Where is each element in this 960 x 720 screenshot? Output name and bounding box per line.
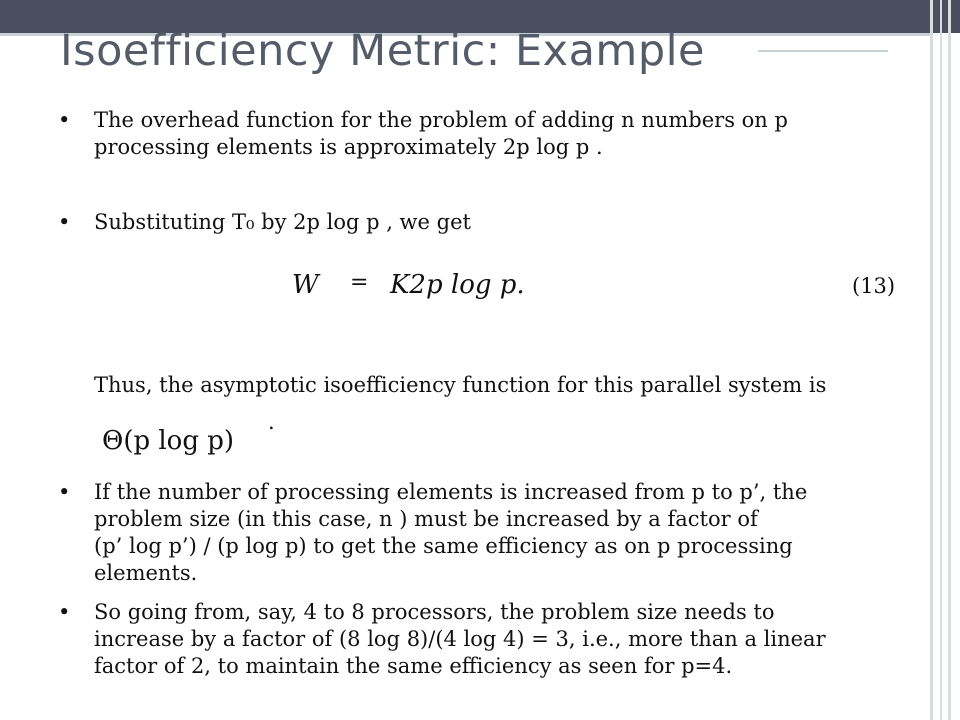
equation-number: (13) bbox=[852, 274, 896, 298]
bullet-1-line-2: processing elements is approximately 2p log p . bbox=[94, 135, 603, 159]
bullet-2-text: Substituting T₀ by 2p log p , we get bbox=[94, 210, 471, 234]
bullet-dot: • bbox=[58, 210, 71, 234]
equation-lhs: W bbox=[292, 270, 319, 300]
bullet-3-line-4: elements. bbox=[94, 561, 198, 585]
bullet-dot: • bbox=[58, 600, 71, 624]
bullet-dot: • bbox=[58, 480, 71, 504]
bullet-1-line-1: The overhead function for the problem of adding n numbers on p bbox=[94, 108, 788, 132]
bullet-4-line-2: increase by a factor of (8 log 8)/(4 log 4) = 3, i.e., more than a linear bbox=[94, 627, 826, 651]
thus-text: Thus, the asymptotic isoefficiency function for this parallel system is bbox=[94, 373, 827, 397]
bullet-3-line-3: (p’ log p’) / (p log p) to get the same efficiency as on p processing bbox=[94, 534, 793, 558]
bullet-dot: • bbox=[58, 108, 71, 132]
bullet-4-line-1: So going from, say, 4 to 8 processors, the problem size needs to bbox=[94, 600, 775, 624]
bullet-4-line-3: factor of 2, to maintain the same efficiency as seen for p=4. bbox=[94, 654, 733, 678]
equation-equals: = bbox=[350, 270, 369, 295]
title-rule bbox=[758, 50, 888, 52]
theta-period: . bbox=[268, 410, 275, 434]
slide-title: Isoefficiency Metric: Example bbox=[60, 26, 706, 76]
bullet-3-line-1: If the number of processing elements is increased from p to p’, the bbox=[94, 480, 808, 504]
bullet-3-line-2: problem size (in this case, n ) must be increased by a factor of bbox=[94, 507, 758, 531]
equation-rhs: K2p log p. bbox=[390, 270, 525, 300]
theta-expression: Θ(p log p) bbox=[102, 426, 235, 456]
